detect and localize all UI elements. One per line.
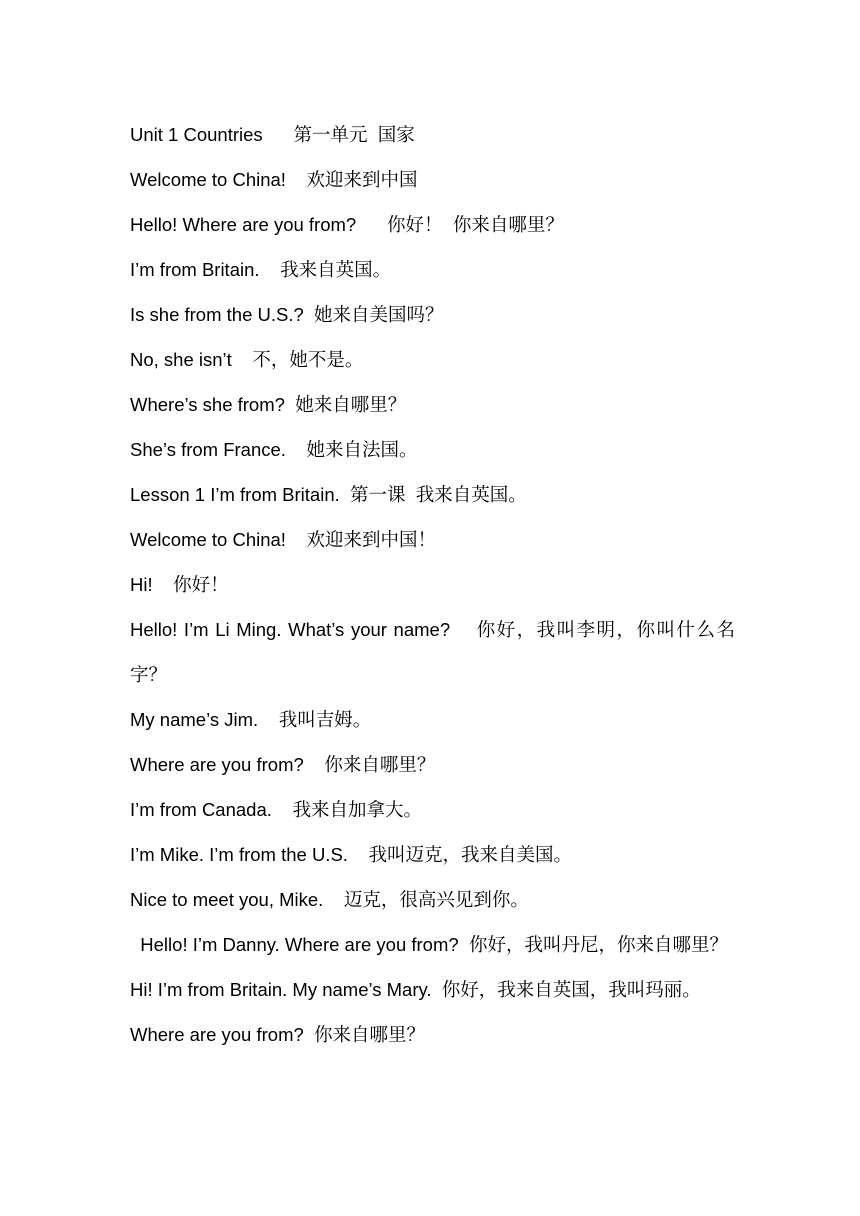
text-line: Hello! I’m Li Ming. What’s your name? 你好，我叫李明，你叫什么名字？	[130, 619, 735, 685]
heading-lesson-1: Lesson 1 I’m from Britain. 第一课 我来自英国。	[130, 484, 527, 505]
document-body	[130, 112, 735, 1057]
text-line: Welcome to China! 欢迎来到中国！	[130, 529, 437, 550]
heading-unit-1: Unit 1 Countries 第一单元 国家	[130, 124, 415, 145]
text-line: Nice to meet you, Mike. 迈克，很高兴见到你。	[130, 889, 529, 910]
text-line: Where are you from? 你来自哪里？	[130, 1024, 426, 1045]
text-line: Where are you from? 你来自哪里？	[130, 754, 436, 775]
text-line: Hello! Where are you from? 你好！ 你来自哪里？	[130, 214, 564, 235]
text-line: Hello! I’m Danny. Where are you from? 你好，我叫丹尼，你来自哪里？	[130, 934, 728, 955]
text-line: I’m Mike. I’m from the U.S. 我叫迈克，我来自美国。	[130, 844, 572, 865]
text-line: Welcome to China! 欢迎来到中国	[130, 169, 418, 190]
text-line: She’s from France. 她来自法国。	[130, 439, 418, 460]
text-line: Where’s she from? 她来自哪里？	[130, 394, 407, 415]
text-line: Is she from the U.S.? 她来自美国吗？	[130, 304, 444, 325]
text-line: Hi! I’m from Britain. My name’s Mary. 你好，我来自英国，我叫玛丽。	[130, 979, 701, 1000]
text-line: Hi! 你好！	[130, 574, 229, 595]
text-line: I’m from Britain. 我来自英国。	[130, 259, 392, 280]
text-line: My name’s Jim. 我叫吉姆。	[130, 709, 372, 730]
text-line: I’m from Canada. 我来自加拿大。	[130, 799, 422, 820]
text-line: No, she isn’t 不，她不是。	[130, 349, 364, 370]
